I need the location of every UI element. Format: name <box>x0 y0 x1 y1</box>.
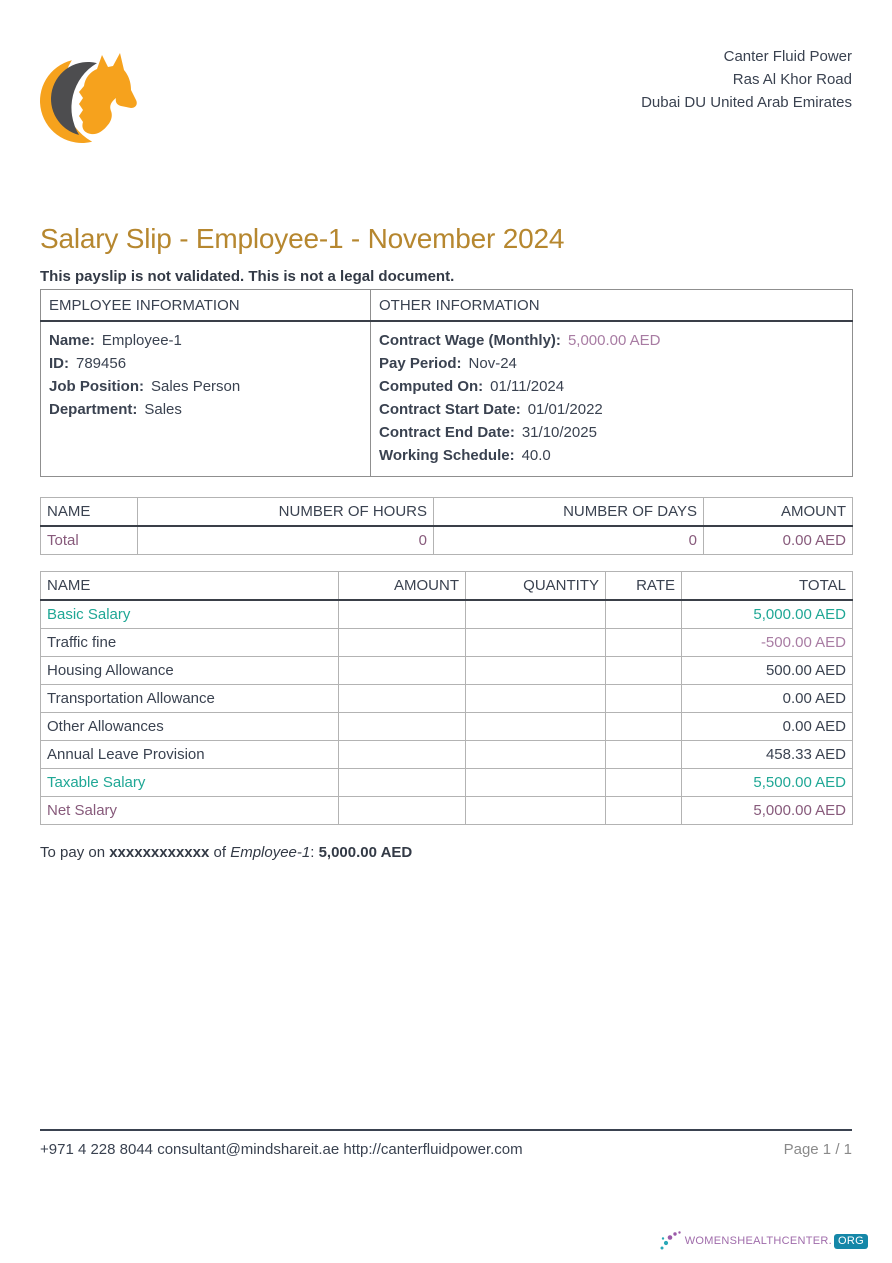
row-rate <box>606 600 682 629</box>
payment-separator: : <box>310 844 315 861</box>
table-row-other-allowances <box>41 713 853 741</box>
row-quantity <box>466 741 606 769</box>
row-total: 500.00 AED <box>682 657 853 685</box>
company-address-line2: Dubai DU United Arab Emirates <box>641 94 852 111</box>
watermark-badge: ORG <box>834 1234 868 1249</box>
table-row-annual-leave-provision <box>41 741 853 769</box>
row-total: -500.00 AED <box>682 629 853 657</box>
column-header-amount: AMOUNT <box>339 572 466 601</box>
row-quantity <box>466 713 606 741</box>
field-label: Name: <box>49 332 95 349</box>
payment-connector: of <box>213 844 227 861</box>
row-name: Other Allowances <box>41 713 339 741</box>
row-amount <box>339 629 466 657</box>
company-name: Canter Fluid Power <box>723 48 852 65</box>
row-rate <box>606 797 682 825</box>
information-table <box>40 289 853 477</box>
table-row-transportation-allowance <box>41 685 853 713</box>
row-rate <box>606 713 682 741</box>
payment-employee: Employee-1 <box>230 844 311 861</box>
page-title: Salary Slip - Employee-1 - November 2024 <box>40 223 565 254</box>
payment-amount: 5,000.00 AED <box>318 844 413 861</box>
field-value: 40.0 <box>521 447 551 464</box>
row-amount <box>339 657 466 685</box>
field-label: ID: <box>49 355 69 372</box>
row-total: 0.00 AED <box>682 713 853 741</box>
row-name: Transportation Allowance <box>41 685 339 713</box>
row-quantity <box>466 600 606 629</box>
row-total: 5,500.00 AED <box>682 769 853 797</box>
employee-info-header: EMPLOYEE INFORMATION <box>41 290 371 322</box>
watermark-text: WOMENSHEALTHCENTER. <box>684 1235 833 1247</box>
watermark <box>659 1230 868 1252</box>
row-quantity <box>466 657 606 685</box>
footer-website: http://canterfluidpower.com <box>343 1141 523 1158</box>
row-total: 5,000.00 AED <box>682 797 853 825</box>
horse-crescent-icon <box>40 43 140 155</box>
info-field <box>49 375 362 398</box>
payment-masked-date: xxxxxxxxxxxx <box>109 844 210 861</box>
table-row-traffic-fine <box>41 629 853 657</box>
row-rate <box>606 657 682 685</box>
field-value: Sales Person <box>151 378 241 395</box>
field-value: Employee-1 <box>101 332 182 349</box>
table-row-taxable-salary <box>41 769 853 797</box>
row-quantity <box>466 797 606 825</box>
column-header-number-of-days: NUMBER OF DAYS <box>434 498 704 527</box>
row-amount <box>339 600 466 629</box>
row-name: Annual Leave Provision <box>41 741 339 769</box>
row-total: 0.00 AED <box>682 685 853 713</box>
field-label: Department: <box>49 401 138 418</box>
table-row <box>41 526 853 555</box>
column-header-name: NAME <box>41 498 138 527</box>
row-rate <box>606 769 682 797</box>
row-name: Net Salary <box>41 797 339 825</box>
field-label: Pay Period: <box>379 355 462 372</box>
column-header-quantity: QUANTITY <box>466 572 606 601</box>
row-rate <box>606 741 682 769</box>
field-label: Contract Wage (Monthly): <box>379 332 561 349</box>
footer-email: consultant@mindshareit.ae <box>157 1141 340 1158</box>
row-amount <box>339 685 466 713</box>
field-value: 5,000.00 AED <box>567 332 661 349</box>
other-info-header: OTHER INFORMATION <box>371 290 853 322</box>
employee-info-cell <box>41 321 371 477</box>
document-body <box>0 223 892 861</box>
field-label: Job Position: <box>49 378 144 395</box>
row-amount <box>339 713 466 741</box>
info-field <box>379 398 844 421</box>
footer-phone: +971 4 228 8044 <box>40 1141 154 1158</box>
page-header <box>0 0 892 155</box>
footer-contact <box>40 1141 523 1158</box>
row-name: Basic Salary <box>41 600 339 629</box>
info-field <box>49 398 362 421</box>
info-field <box>379 421 844 444</box>
table-row-net-salary <box>41 797 853 825</box>
info-field <box>379 352 844 375</box>
row-total: 5,000.00 AED <box>682 600 853 629</box>
disclaimer-text: This payslip is not validated. This is not a legal document. <box>40 268 455 285</box>
field-value: 789456 <box>76 355 127 372</box>
row-name: Total <box>41 526 138 555</box>
row-quantity <box>466 769 606 797</box>
info-field <box>49 329 362 352</box>
dots-arc-icon <box>659 1230 683 1252</box>
field-label: Contract Start Date: <box>379 401 521 418</box>
row-amount <box>339 741 466 769</box>
column-header-amount: AMOUNT <box>704 498 853 527</box>
row-rate <box>606 629 682 657</box>
table-row-housing-allowance <box>41 657 853 685</box>
column-header-name: NAME <box>41 572 339 601</box>
row-name: Traffic fine <box>41 629 339 657</box>
field-label: Computed On: <box>379 378 484 395</box>
row-days: 0 <box>434 526 704 555</box>
row-name: Housing Allowance <box>41 657 339 685</box>
salary-lines-table <box>40 571 853 825</box>
field-value: 31/10/2025 <box>521 424 597 441</box>
row-name: Taxable Salary <box>41 769 339 797</box>
row-total: 458.33 AED <box>682 741 853 769</box>
company-address <box>641 43 852 114</box>
field-label: Working Schedule: <box>379 447 515 464</box>
company-address-line1: Ras Al Khor Road <box>732 71 852 88</box>
payment-prefix: To pay on <box>40 844 106 861</box>
row-amount <box>339 797 466 825</box>
page-number: Page 1 / 1 <box>783 1141 852 1158</box>
column-header-rate: RATE <box>606 572 682 601</box>
company-logo <box>40 43 140 155</box>
row-amount: 0.00 AED <box>704 526 853 555</box>
field-value: 01/01/2022 <box>527 401 603 418</box>
info-field <box>379 444 844 467</box>
row-quantity <box>466 629 606 657</box>
row-hours: 0 <box>138 526 434 555</box>
field-value: 01/11/2024 <box>490 378 565 395</box>
other-info-cell <box>371 321 853 477</box>
field-value: Sales <box>144 401 182 418</box>
row-amount <box>339 769 466 797</box>
info-field <box>49 352 362 375</box>
row-quantity <box>466 685 606 713</box>
info-field <box>379 375 844 398</box>
table-row-basic-salary <box>41 600 853 629</box>
field-value: Nov-24 <box>468 355 517 372</box>
field-label: Contract End Date: <box>379 424 515 441</box>
page-footer <box>40 1129 852 1158</box>
info-field <box>379 329 844 352</box>
worked-days-table <box>40 497 853 555</box>
column-header-number-of-hours: NUMBER OF HOURS <box>138 498 434 527</box>
column-header-total: TOTAL <box>682 572 853 601</box>
payment-summary <box>40 844 852 861</box>
row-rate <box>606 685 682 713</box>
